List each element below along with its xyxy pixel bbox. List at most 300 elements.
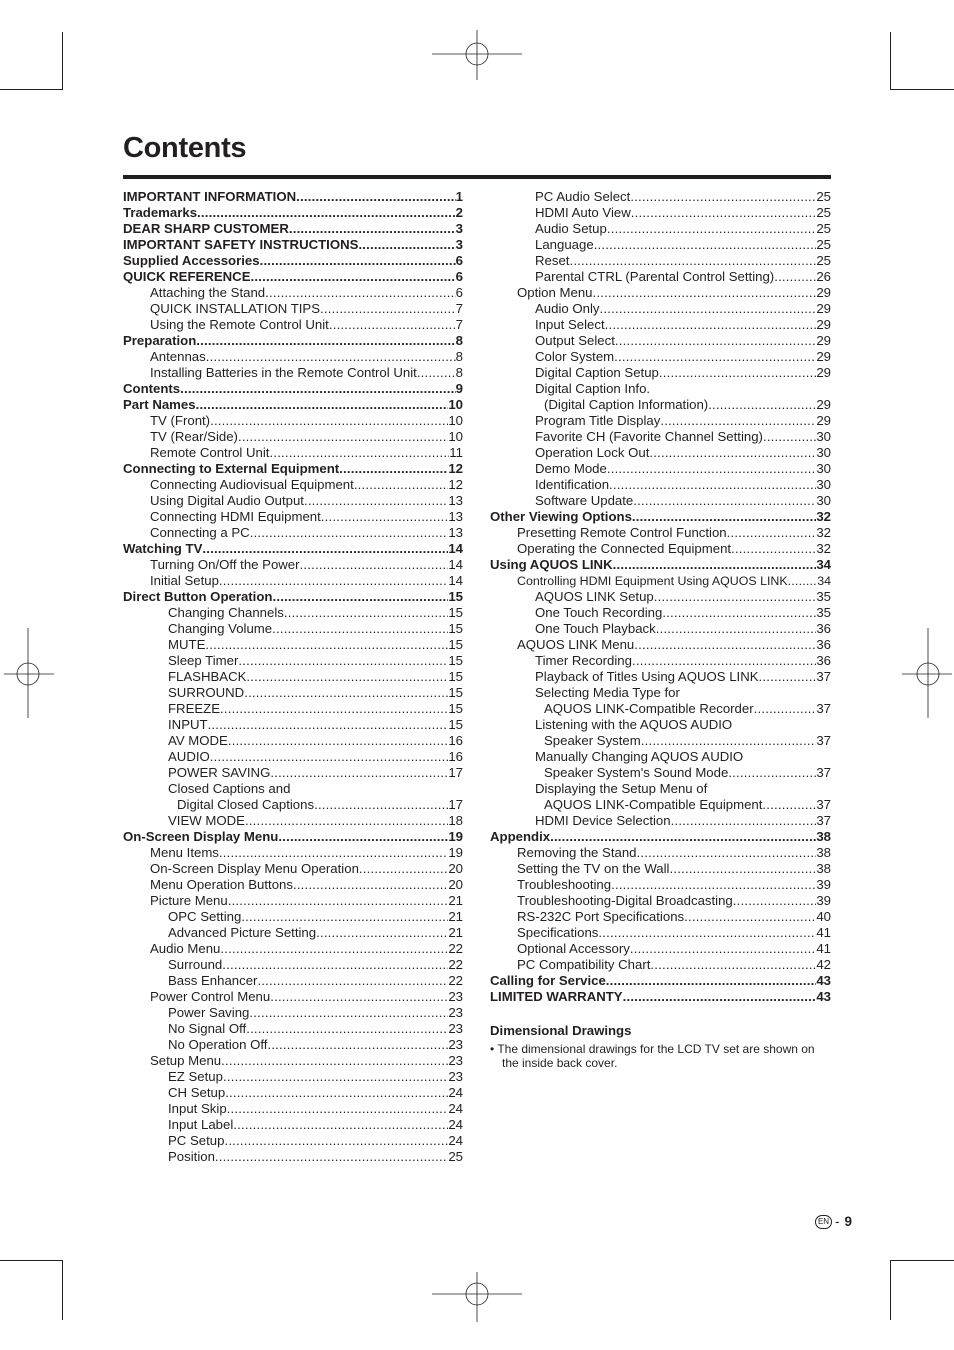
toc-entry [123,461,463,477]
toc-leader-dots [609,477,816,493]
toc-entry-title: Advanced Picture Setting [168,925,317,940]
registration-mark-bottom [432,1272,522,1322]
toc-entry-title: Calling for Service [490,973,606,988]
toc-entry-title: Menu Items [150,845,219,860]
toc-entry [123,445,463,461]
toc-entry-title: Speaker System's Sound Mode [544,765,729,780]
toc-entry-page: 20 [448,877,463,892]
toc-entry-title: Manually Changing AQUOS AUDIO [535,749,744,764]
toc-entry [490,733,831,749]
toc-entry [123,301,463,317]
crop-mark [890,89,954,90]
toc-entry-page: 14 [448,541,463,556]
toc-leader-dots [354,477,449,493]
toc-entry-title: Other Viewing Options [490,509,632,524]
toc-entry-page: 30 [816,477,831,492]
toc-leader-dots [220,941,448,957]
toc-entry-page: 16 [448,733,463,748]
toc-leader-dots [267,1037,448,1053]
toc-entry [490,925,831,941]
toc-leader-dots [251,269,456,285]
toc-entry-page: 23 [448,989,463,1004]
toc-entry-title: Setup Menu [150,1053,222,1068]
toc-entry-title: One Touch Recording [535,605,663,620]
toc-leader-dots [339,461,448,477]
toc-entry-title: Installing Batteries in the Remote Control Unit [150,365,417,380]
toc-entry-page: 12 [448,461,463,476]
toc-entry-title: Input Skip [168,1101,227,1116]
toc-entry-title: PC Audio Select [535,189,631,204]
toc-entry-title: One Touch Playback [535,621,656,636]
toc-entry-page: 15 [448,605,463,620]
toc-entry-title: Digital Closed Captions [177,797,315,812]
toc-entry [123,781,463,797]
toc-leader-dots [241,909,448,925]
toc-entry [490,765,831,781]
toc-leader-dots [300,557,449,573]
toc-entry-page: 23 [448,1021,463,1036]
toc-leader-dots [359,861,448,877]
toc-entry-title: Option Menu [517,285,593,300]
toc-entry-page: 21 [448,909,463,924]
toc-entry-title: Removing the Stand [517,845,637,860]
toc-entry [123,269,463,285]
toc-entry-title: Changing Volume [168,621,273,636]
toc-leader-dots [605,317,817,333]
toc-entry-page: 39 [816,877,831,892]
toc-leader-dots [759,669,817,685]
toc-entry-page: 17 [448,765,463,780]
toc-entry-page: 25 [448,1149,463,1164]
toc-leader-dots [296,189,456,205]
toc-leader-dots [630,189,816,205]
toc-leader-dots [417,365,456,381]
toc-leader-dots [278,829,448,845]
toc-leader-dots [598,925,816,941]
toc-entry-title: PC Setup [168,1133,225,1148]
toc-entry-title: Remote Control Unit [150,445,270,460]
toc-entry [123,957,463,973]
toc-entry [490,413,831,429]
toc-entry [123,733,463,749]
toc-entry-title: AQUOS LINK Setup [535,589,654,604]
toc-entry [123,1021,463,1037]
toc-entry-page: 22 [448,957,463,972]
toc-entry-title: Antennas [150,349,206,364]
toc-leader-dots [246,1021,448,1037]
toc-leader-dots [607,221,816,237]
toc-entry-title: AUDIO [168,749,210,764]
toc-entry-title: AQUOS LINK-Compatible Equipment [544,797,763,812]
toc-entry-page: 10 [448,397,463,412]
toc-entry [123,349,463,365]
page-separator: - [835,1214,840,1229]
toc-entry-title: FREEZE [168,701,221,716]
toc-entry-title: Listening with the AQUOS AUDIO [535,717,733,732]
toc-column-right [490,189,831,1005]
toc-entry-title: RS-232C Port Specifications [517,909,685,924]
toc-entry-title: Displaying the Setup Menu of [535,781,708,796]
toc-entry [490,509,831,525]
toc-entry [123,589,463,605]
toc-entry-page: 42 [816,957,831,972]
toc-entry [490,381,831,397]
toc-entry-page: 15 [448,653,463,668]
toc-entry-page: 6 [455,269,463,284]
toc-entry-title: AQUOS LINK Menu [517,637,635,652]
toc-leader-dots [684,909,816,925]
toc-entry-title: Optional Accessory [517,941,630,956]
toc-entry-title: OPC Setting [168,909,242,924]
page-number: 9 [844,1214,853,1229]
toc-entry [490,525,831,541]
toc-entry [490,621,831,637]
toc-entry-title: FLASHBACK [168,669,247,684]
toc-entry [490,205,831,221]
toc-entry-page: 13 [448,493,463,508]
crop-mark [890,1260,891,1320]
toc-leader-dots [260,253,456,269]
toc-leader-dots [650,957,816,973]
toc-entry-title: Connecting to External Equipment [123,461,340,476]
toc-entry-title: Attaching the Stand [150,285,266,300]
toc-entry [123,989,463,1005]
toc-entry [123,1037,463,1053]
toc-entry [123,237,463,253]
toc-entry-page: 37 [816,733,831,748]
toc-entry-page: 41 [816,941,831,956]
toc-leader-dots [202,541,448,557]
toc-leader-dots [630,941,816,957]
toc-leader-dots [249,1005,448,1021]
toc-entry-page: 15 [448,669,463,684]
toc-entry [490,269,831,285]
registration-mark-left [4,628,54,718]
toc-entry-page: 23 [448,1069,463,1084]
toc-entry-page: 30 [816,429,831,444]
title-rule [123,175,831,179]
toc-entry-title: EZ Setup [168,1069,223,1084]
toc-leader-dots [222,957,448,973]
toc-entry [123,1133,463,1149]
toc-entry-page: 41 [816,925,831,940]
toc-leader-dots [649,445,816,461]
toc-entry [490,653,831,669]
toc-entry [490,893,831,909]
toc-entry-page: 29 [816,349,831,364]
toc-entry [490,445,831,461]
toc-entry [123,253,463,269]
toc-entry-title: Direct Button Operation [123,589,273,604]
toc-leader-dots [550,829,816,845]
toc-entry-page: 21 [448,893,463,908]
toc-entry [490,989,831,1005]
toc-entry [490,605,831,621]
toc-leader-dots [634,637,816,653]
toc-leader-dots [316,925,448,941]
toc-entry [123,749,463,765]
toc-entry-page: 36 [816,637,831,652]
toc-entry [123,797,463,813]
toc-entry-title: Color System [535,349,615,364]
toc-leader-dots [215,1149,448,1165]
toc-entry-title: Demo Mode [535,461,607,476]
toc-entry [123,1149,463,1165]
toc-entry-page: 10 [448,413,463,428]
toc-entry [123,205,463,221]
toc-entry-page: 23 [448,1037,463,1052]
toc-entry [490,189,831,205]
toc-entry [123,845,463,861]
toc-leader-dots [223,1069,448,1085]
toc-leader-dots [656,621,817,637]
toc-entry [123,1085,463,1101]
toc-entry-title: Output Select [535,333,615,348]
toc-entry [490,877,831,893]
toc-entry [123,1069,463,1085]
toc-entry-title: Connecting HDMI Equipment [150,509,321,524]
toc-entry-page: 38 [816,845,831,860]
toc-leader-dots [633,493,816,509]
toc-entry-title: No Operation Off [168,1037,268,1052]
toc-leader-dots [762,797,816,813]
toc-leader-dots [314,797,448,813]
toc-entry-title: Using the Remote Control Unit [150,317,329,332]
toc-entry [490,461,831,477]
toc-entry-page: 32 [816,525,831,540]
toc-leader-dots [272,589,448,605]
toc-entry [123,381,463,397]
toc-entry [123,701,463,717]
toc-entry [123,685,463,701]
toc-entry [123,285,463,301]
toc-entry-page: 14 [448,573,463,588]
toc-leader-dots [708,397,816,413]
toc-leader-dots [225,1085,448,1101]
toc-entry-title: AQUOS LINK-Compatible Recorder [544,701,754,716]
toc-entry-page: 10 [448,429,463,444]
toc-entry-title: Troubleshooting [517,877,612,892]
toc-entry-page: 29 [816,413,831,428]
toc-leader-dots [320,301,456,317]
toc-entry-page: 30 [816,461,831,476]
toc-entry-page: 23 [448,1053,463,1068]
toc-entry-page: 1 [455,189,463,204]
toc-entry [123,1005,463,1021]
toc-entry-page: 37 [816,813,831,828]
toc-entry-title: Timer Recording [535,653,632,668]
toc-entry-page: 16 [448,749,463,764]
toc-entry-title: TV (Rear/Side) [150,429,238,444]
toc-entry-page: 14 [448,557,463,572]
toc-leader-dots [238,429,448,445]
toc-entry [490,557,831,573]
toc-entry-title: Playback of Titles Using AQUOS LINK [535,669,759,684]
toc-entry-title: IMPORTANT SAFETY INSTRUCTIONS [123,237,359,252]
language-badge: EN [815,1215,832,1229]
toc-leader-dots [227,1101,449,1117]
toc-entry [123,621,463,637]
toc-entry-page: 13 [448,525,463,540]
toc-leader-dots [600,301,817,317]
crop-mark [62,32,63,90]
toc-column-left [123,189,463,1165]
toc-leader-dots [733,893,817,909]
toc-entry-title: Position [168,1149,215,1164]
toc-entry-title: Operation Lock Out [535,445,650,460]
toc-entry-title: Identification [535,477,610,492]
toc-entry [490,541,831,557]
toc-entry-title: Bass Enhancer [168,973,258,988]
toc-entry-page: 24 [448,1117,463,1132]
toc-entry [123,653,463,669]
toc-leader-dots [210,749,449,765]
toc-leader-dots [244,685,448,701]
toc-entry-title: INPUT [168,717,208,732]
toc-leader-dots [614,349,816,365]
toc-entry-title: Appendix [490,829,551,844]
toc-entry-title: On-Screen Display Menu [123,829,279,844]
toc-entry [123,1101,463,1117]
toc-leader-dots [728,765,816,781]
toc-leader-dots [613,557,817,573]
toc-entry-page: 29 [816,397,831,412]
toc-entry-title: Power Control Menu [150,989,271,1004]
toc-leader-dots [228,733,448,749]
toc-entry-title: Input Label [168,1117,234,1132]
toc-leader-dots [671,813,817,829]
toc-entry [490,685,831,701]
toc-entry-title: SURROUND [168,685,245,700]
toc-entry-title: Favorite CH (Favorite Channel Setting) [535,429,763,444]
toc-entry [123,429,463,445]
toc-entry-page: 18 [448,813,463,828]
toc-entry [123,925,463,941]
toc-entry-title: IMPORTANT INFORMATION [123,189,297,204]
toc-entry-page: 25 [816,253,831,268]
toc-entry-page: 19 [448,829,463,844]
toc-entry [123,1053,463,1069]
toc-entry [490,429,831,445]
toc-entry [490,221,831,237]
toc-entry-page: 23 [448,1005,463,1020]
toc-entry-page: 8 [455,349,463,364]
toc-entry [490,813,831,829]
toc-entry-page: 35 [816,589,831,604]
toc-entry [490,477,831,493]
toc-entry-page: 15 [448,717,463,732]
toc-entry [490,493,831,509]
toc-entry-page: 7 [455,317,463,332]
toc-entry-title: Picture Menu [150,893,228,908]
toc-entry [490,637,831,653]
toc-entry-title: QUICK INSTALLATION TIPS [150,301,321,316]
toc-leader-dots [272,621,448,637]
toc-entry-title: Using Digital Audio Output [150,493,304,508]
toc-entry-title: DEAR SHARP CUSTOMER [123,221,289,236]
toc-entry-page: 21 [448,925,463,940]
toc-leader-dots [321,509,449,525]
toc-entry-title: Turning On/Off the Power [150,557,300,572]
toc-entry-title: Input Select [535,317,605,332]
toc-entry [490,365,831,381]
toc-entry [490,701,831,717]
toc-entry-page: 19 [448,845,463,860]
toc-entry-title: Preparation [123,333,197,348]
toc-entry [490,669,831,685]
toc-leader-dots [632,653,816,669]
toc-leader-dots [197,205,456,221]
toc-entry-page: 13 [448,509,463,524]
toc-entry-page: 17 [448,797,463,812]
page-number-footer [815,1214,852,1229]
toc-entry [123,365,463,381]
toc-entry-title: On-Screen Display Menu Operation [150,861,359,876]
toc-leader-dots [265,285,456,301]
toc-entry [490,717,831,733]
toc-leader-dots [270,765,448,781]
toc-entry-title: LIMITED WARRANTY [490,989,623,1004]
toc-leader-dots [631,205,817,221]
toc-leader-dots [659,365,816,381]
toc-entry-title: Selecting Media Type for [535,685,680,700]
toc-entry [123,477,463,493]
dimensional-heading: Dimensional Drawings [490,1023,632,1038]
toc-leader-dots [233,1117,448,1133]
toc-entry-title: Power Saving [168,1005,250,1020]
toc-entry-title: Contents [123,381,181,396]
toc-leader-dots [669,861,816,877]
toc-entry [123,413,463,429]
toc-entry-page: 12 [448,477,463,492]
toc-entry-page: 25 [816,221,831,236]
crop-mark [0,89,62,90]
toc-entry-title: VIEW MODE [168,813,245,828]
toc-entry-page: 29 [816,301,831,316]
toc-entry-page: 36 [816,621,831,636]
toc-entry-title: Initial Setup [150,573,219,588]
toc-entry [123,637,463,653]
toc-entry-title: MUTE [168,637,206,652]
crop-mark [0,1260,62,1261]
toc-entry-page: 30 [816,493,831,508]
toc-entry-page: 37 [816,797,831,812]
toc-entry-page: 8 [455,333,463,348]
toc-entry-title: No Signal Off [168,1021,247,1036]
toc-leader-dots [623,989,817,1005]
toc-entry-page: 25 [816,189,831,204]
toc-leader-dots [611,877,816,893]
toc-entry-title: Connecting a PC [150,525,250,540]
toc-entry-title: Audio Setup [535,221,607,236]
toc-entry-title: Menu Operation Buttons [150,877,293,892]
toc-entry-page: 37 [816,765,831,780]
toc-entry-title: Software Update [535,493,634,508]
toc-entry [123,509,463,525]
toc-entry [123,909,463,925]
toc-entry [490,397,831,413]
toc-entry-page: 32 [816,509,831,524]
toc-entry [123,861,463,877]
toc-entry [123,189,463,205]
toc-entry-page: 24 [448,1101,463,1116]
toc-leader-dots [206,349,456,365]
toc-entry-page: 32 [816,541,831,556]
toc-entry [123,525,463,541]
toc-entry [123,605,463,621]
toc-entry [490,861,831,877]
toc-entry-title: Changing Channels [168,605,284,620]
